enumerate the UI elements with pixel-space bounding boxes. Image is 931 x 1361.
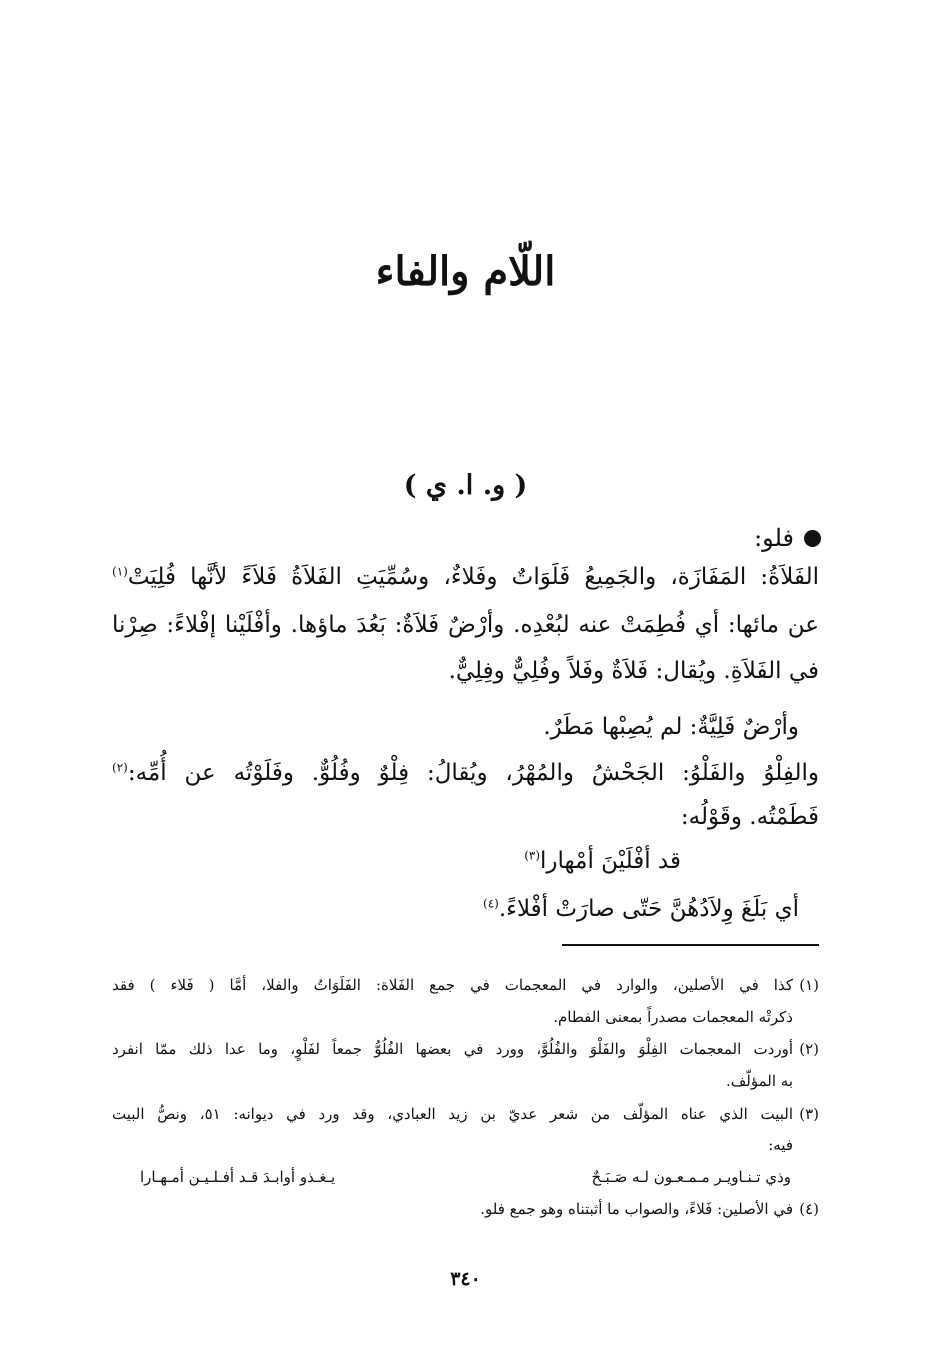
footnote-text: به المؤلّف. bbox=[725, 1072, 793, 1090]
bullet-icon bbox=[804, 530, 821, 547]
footnote-number: (٤) bbox=[799, 1200, 819, 1218]
page-number: ٣٤٠ bbox=[450, 1268, 481, 1290]
footnote-text: فيه: bbox=[768, 1136, 793, 1154]
verse-line: قد أفْلَيْنَ أمْهارا$^{(٣)}$ bbox=[524, 848, 681, 874]
poem-second-hemistich: يـغـذو أوابـدَ قـد أفـلـيـن أمـهـارا bbox=[140, 1168, 336, 1186]
entry-line: عن مائها: أي فُطِمَتْ عنه لبُعْدِه. وأرْضٌ فَلاَةٌ: بَعُدَ ماؤها. وأفْلَيْنا إفْلاءً: صِرْنا bbox=[112, 612, 819, 638]
root-heading: ( و. ا. ي ) bbox=[403, 470, 528, 501]
footnote-text: في الأصلين: فَلاءً، والصواب ما أثبتناه وهو جمع فلو. bbox=[480, 1200, 793, 1218]
entry-headword: فلو: bbox=[754, 524, 794, 552]
entry-line: والفِلْوُ والفَلْوُ: الجَحْشُ والمُهْرُ، ويُقالُ: فِلْوٌ وفُلُوٌّ. وفَلَوْتُه عن أُمِّه:$^{(٢)}$ bbox=[112, 760, 819, 786]
footnote-text: البيت الذي عناه المؤلّف من شعر عديّ بن زيد العبادي، وقد ورد في ديوانه: ٥١، ونصُّ البيت bbox=[112, 1105, 793, 1123]
footnote-text: أوردت المعجمات الفِلْوَ والفَلْوَ والفُلُوَّ، وورد في بعضها الفُلُوُّ جمعاً لفَلْوٍ، وما عدا ذلك ممّا انفرد bbox=[112, 1040, 793, 1058]
chapter-title: اللّام والفاء bbox=[375, 248, 556, 295]
footnote-text: كذا في الأصلين، والوارد في المعجمات في جمع الفَلاة: الفَلَوَاتُ والفلا، أمَّا ( فَلاء ) فقد bbox=[112, 976, 793, 994]
entry-line: الفَلاَةُ: المَفَازَة، والجَمِيعُ فَلَوَاتٌ وفَلاءٌ، وسُمِّيَتِ الفَلاَةُ فَلاَءً لأنَّها فُلِيَتْ$^{(١)}$ bbox=[112, 564, 819, 590]
entry-line: فَطَمْتُه. وقَوْلُه: bbox=[680, 804, 819, 830]
entry-line: وأرْضٌ فَلِيَّةٌ: لم يُصِبْها مَطَرٌ. bbox=[543, 714, 799, 740]
footnote-marker: (٣) bbox=[524, 848, 541, 863]
footnote-divider bbox=[562, 944, 819, 946]
entry-line: في الفَلاَةِ. ويُقال: فَلاَةٌ وفَلاً وفُلِيٌّ وفِلِيٌّ. bbox=[448, 658, 819, 684]
footnote-number: (١) bbox=[799, 976, 819, 994]
footnote-number: (٣) bbox=[799, 1105, 819, 1123]
footnote-text: ذكرتْه المعجمات مصدراً بمعنى الفطام. bbox=[553, 1008, 793, 1026]
footnote-number: (٢) bbox=[799, 1040, 819, 1058]
entry-heading bbox=[754, 524, 821, 552]
poem-first-hemistich: وذي تـنـاويـر مـمـعـون لـه صَـبَـحٌ bbox=[591, 1168, 791, 1186]
footnote-marker: (١) bbox=[112, 564, 128, 579]
footnote-marker: (٤) bbox=[483, 896, 499, 911]
entry-line: أي بَلَغَ وِلاَدُهُنَّ حَتّى صارَتْ أفْلاءً.$^{(٤)}$ bbox=[483, 896, 799, 922]
footnote-marker: (٢) bbox=[112, 760, 128, 775]
